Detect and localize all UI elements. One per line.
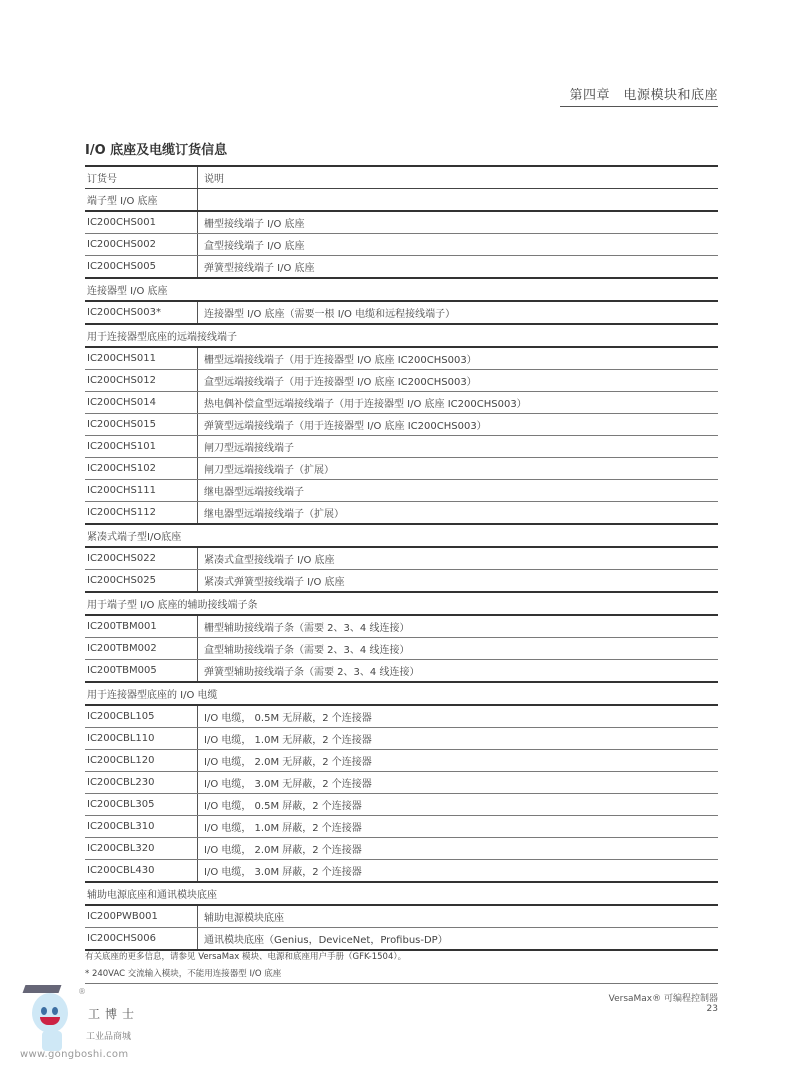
order-number-cell: IC200CHS112 — [85, 502, 198, 525]
order-number-cell: IC200CHS003* — [85, 301, 198, 324]
column-header-order-number: 订货号 — [85, 166, 198, 189]
order-number-cell: IC200CBL430 — [85, 860, 198, 883]
description-cell: 盒型辅助接线端子条（需要 2、3、4 线连接） — [198, 638, 719, 660]
group-title: 用于端子型 I/O 底座的辅助接线端子条 — [85, 592, 718, 615]
description-cell: 栅型辅助接线端子条（需要 2、3、4 线连接） — [198, 615, 719, 638]
description-cell: I/O 电缆， 0.5M 屏蔽，2 个连接器 — [198, 794, 719, 816]
order-number-cell: IC200CBL105 — [85, 705, 198, 728]
order-number-cell: IC200CHS014 — [85, 392, 198, 414]
group-empty-cell — [198, 189, 719, 212]
order-number-cell: IC200CHS001 — [85, 211, 198, 234]
table-row — [85, 772, 718, 794]
order-number-cell: IC200CBL305 — [85, 794, 198, 816]
description-cell: 连接器型 I/O 底座（需要一根 I/O 电缆和远程接线端子） — [198, 301, 719, 324]
table-row — [85, 928, 718, 951]
table-row — [85, 838, 718, 860]
order-number-cell: IC200CHS006 — [85, 928, 198, 951]
group-title: 紧凑式端子型I/O底座 — [85, 524, 718, 547]
registered-mark: ® — [78, 987, 86, 996]
table-row — [85, 615, 718, 638]
order-number-cell: IC200CBL310 — [85, 816, 198, 838]
table-row — [85, 211, 718, 234]
group-header-row — [85, 682, 718, 705]
table-row — [85, 750, 718, 772]
note-more-info: 有关底座的更多信息，请参见 VersaMax 模块、电源和底座用户手册（GFK-1504）。 — [85, 952, 407, 962]
group-header-row — [85, 524, 718, 547]
table-row — [85, 547, 718, 570]
table-row — [85, 301, 718, 324]
table-row — [85, 347, 718, 370]
description-cell: I/O 电缆， 2.0M 屏蔽，2 个连接器 — [198, 838, 719, 860]
bottom-rule — [85, 983, 718, 984]
table-row — [85, 570, 718, 593]
watermark-url: www.gongboshi.com — [20, 1049, 129, 1060]
section-title: I/O 底座及电缆订货信息 — [85, 143, 228, 158]
table-row — [85, 502, 718, 525]
description-cell: 紧凑式弹簧型接线端子 I/O 底座 — [198, 570, 719, 593]
table-row — [85, 728, 718, 750]
description-cell: 弹簧型远端接线端子（用于连接器型 I/O 底座 IC200CHS003） — [198, 414, 719, 436]
column-header-description: 说明 — [198, 166, 719, 189]
table-row — [85, 480, 718, 502]
table-row — [85, 794, 718, 816]
order-number-cell: IC200CHS025 — [85, 570, 198, 593]
note-footnote: * 240VAC 交流输入模块，不能用连接器型 I/O 底座 — [85, 969, 282, 979]
order-number-cell: IC200TBM001 — [85, 615, 198, 638]
description-cell: 栅型接线端子 I/O 底座 — [198, 211, 719, 234]
watermark-logo — [10, 985, 190, 1065]
ordering-table — [85, 165, 718, 951]
table-row — [85, 414, 718, 436]
order-number-cell: IC200CHS011 — [85, 347, 198, 370]
description-cell: 栅型远端接线端子（用于连接器型 I/O 底座 IC200CHS003） — [198, 347, 719, 370]
description-cell: 热电偶补偿盒型远端接线端子（用于连接器型 I/O 底座 IC200CHS003） — [198, 392, 719, 414]
table-row — [85, 905, 718, 928]
description-cell: I/O 电缆， 2.0M 无屏蔽，2 个连接器 — [198, 750, 719, 772]
description-cell: I/O 电缆， 0.5M 无屏蔽，2 个连接器 — [198, 705, 719, 728]
table-row — [85, 370, 718, 392]
graduation-cap-icon — [23, 985, 62, 993]
order-number-cell: IC200CBL230 — [85, 772, 198, 794]
order-number-cell: IC200PWB001 — [85, 905, 198, 928]
page-footer: VersaMax® 可编程控制器 23 — [608, 994, 718, 1014]
description-cell: 盒型接线端子 I/O 底座 — [198, 234, 719, 256]
group-header-row — [85, 189, 718, 212]
order-number-cell: IC200CHS101 — [85, 436, 198, 458]
group-title: 辅助电源底座和通讯模块底座 — [85, 882, 718, 905]
description-cell: 紧凑式盒型接线端子 I/O 底座 — [198, 547, 719, 570]
description-cell: I/O 电缆， 1.0M 屏蔽，2 个连接器 — [198, 816, 719, 838]
description-cell: 辅助电源模块底座 — [198, 905, 719, 928]
mascot-body-icon — [42, 1031, 62, 1051]
description-cell: 通讯模块底座（Genius，DeviceNet，Profibus-DP） — [198, 928, 719, 951]
description-cell: 盒型远端接线端子（用于连接器型 I/O 底座 IC200CHS003） — [198, 370, 719, 392]
table-row — [85, 256, 718, 279]
order-number-cell: IC200CHS002 — [85, 234, 198, 256]
description-cell: 弹簧型接线端子 I/O 底座 — [198, 256, 719, 279]
description-cell: 继电器型远端接线端子 — [198, 480, 719, 502]
order-number-cell: IC200TBM002 — [85, 638, 198, 660]
order-number-cell: IC200CHS015 — [85, 414, 198, 436]
table-row — [85, 705, 718, 728]
group-title: 用于连接器型底座的远端接线端子 — [85, 324, 718, 347]
order-number-cell: IC200CHS012 — [85, 370, 198, 392]
description-cell: 继电器型远端接线端子（扩展） — [198, 502, 719, 525]
order-number-cell: IC200CBL110 — [85, 728, 198, 750]
table-row — [85, 234, 718, 256]
table-row — [85, 392, 718, 414]
table-row — [85, 816, 718, 838]
description-cell: 弹簧型辅助接线端子条（需要 2、3、4 线连接） — [198, 660, 719, 683]
group-title: 端子型 I/O 底座 — [85, 189, 198, 212]
group-title: 用于连接器型底座的 I/O 电缆 — [85, 682, 718, 705]
order-number-cell: IC200CBL120 — [85, 750, 198, 772]
group-title: 连接器型 I/O 底座 — [85, 278, 718, 301]
group-header-row — [85, 324, 718, 347]
watermark-brand: 工博士 — [88, 1007, 140, 1021]
table-row — [85, 458, 718, 480]
chapter-heading: 第四章 电源模块和底座 — [569, 88, 718, 103]
mascot-icon — [32, 993, 68, 1033]
group-header-row — [85, 882, 718, 905]
order-number-cell: IC200CHS111 — [85, 480, 198, 502]
order-number-cell: IC200CBL320 — [85, 838, 198, 860]
table-row — [85, 660, 718, 683]
table-row — [85, 860, 718, 883]
description-cell: I/O 电缆， 1.0M 无屏蔽，2 个连接器 — [198, 728, 719, 750]
description-cell: I/O 电缆， 3.0M 无屏蔽，2 个连接器 — [198, 772, 719, 794]
table-row — [85, 638, 718, 660]
order-number-cell: IC200CHS102 — [85, 458, 198, 480]
order-number-cell: IC200CHS005 — [85, 256, 198, 279]
group-header-row — [85, 592, 718, 615]
group-header-row — [85, 278, 718, 301]
table-row — [85, 436, 718, 458]
table-header-row — [85, 166, 718, 189]
notes — [85, 949, 406, 983]
description-cell: 闸刀型远端接线端子 — [198, 436, 719, 458]
description-cell: 闸刀型远端接线端子（扩展） — [198, 458, 719, 480]
watermark-tagline: 工业品商城 — [86, 1032, 132, 1042]
description-cell: I/O 电缆， 3.0M 屏蔽，2 个连接器 — [198, 860, 719, 883]
order-number-cell: IC200CHS022 — [85, 547, 198, 570]
order-number-cell: IC200TBM005 — [85, 660, 198, 683]
chapter-rule — [560, 106, 718, 107]
